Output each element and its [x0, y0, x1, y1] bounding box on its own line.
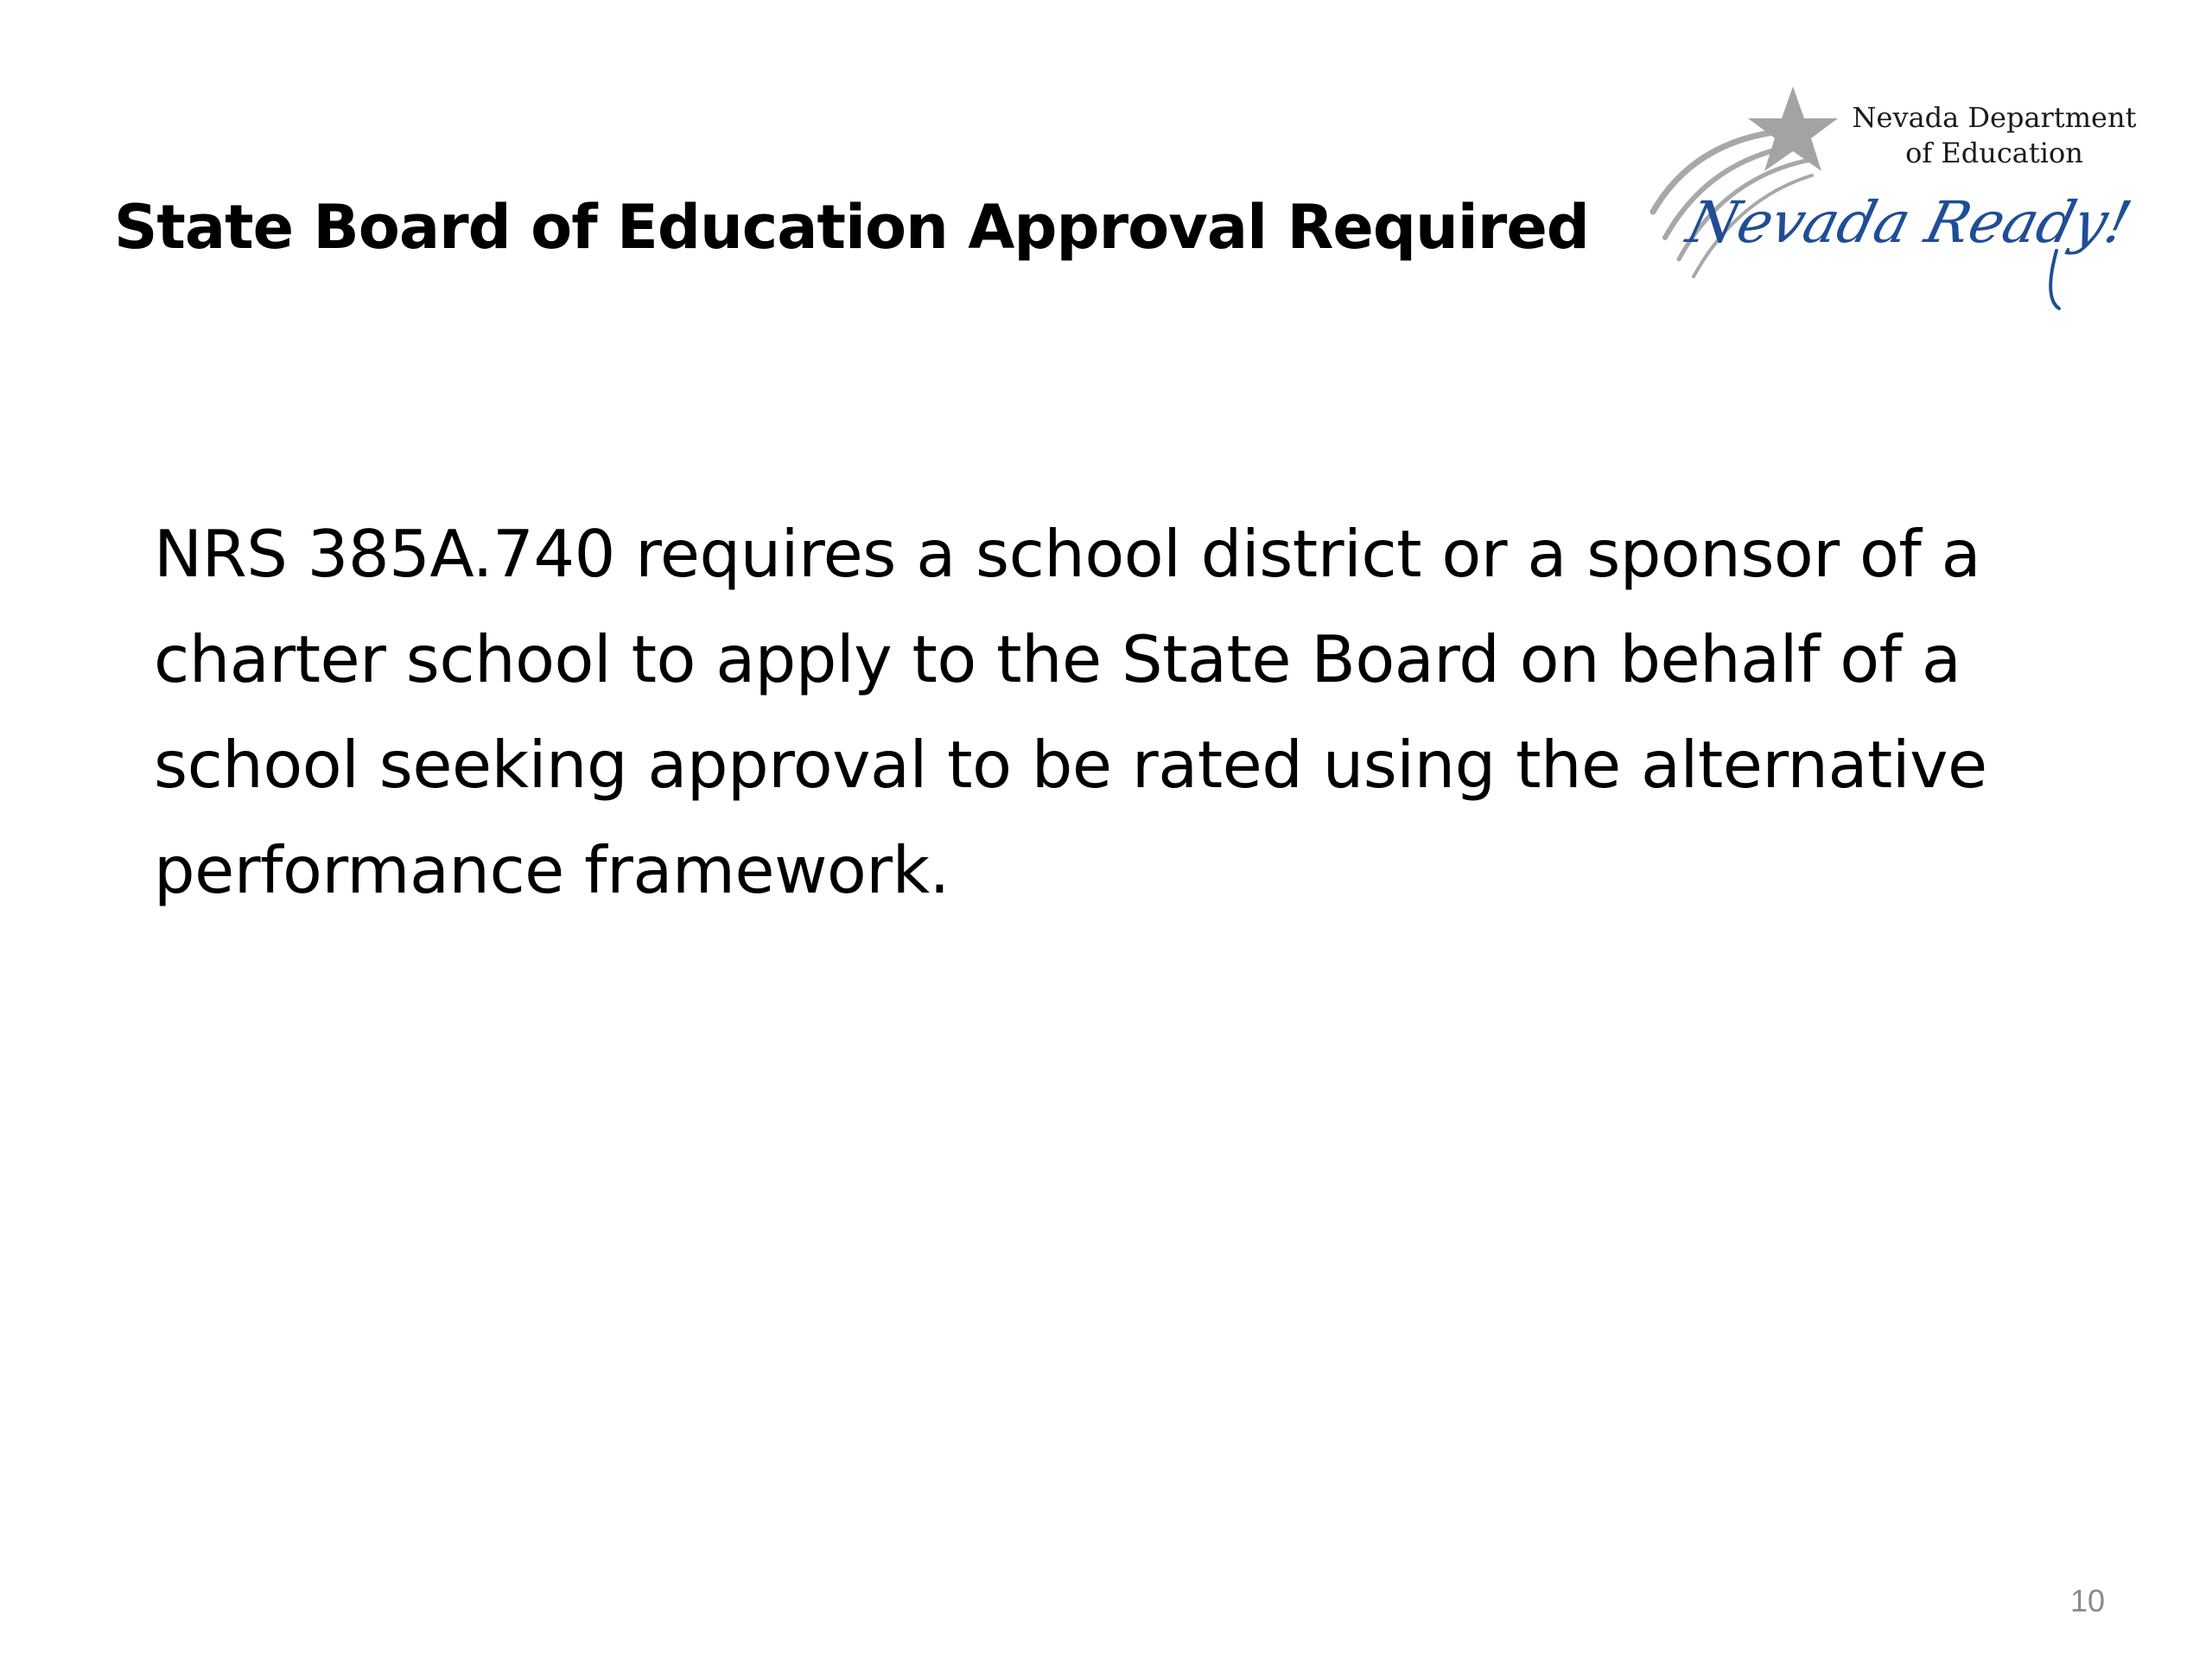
- logo-tagline: Nevada Ready!: [1680, 188, 2139, 256]
- nevada-department-of-education-logo: [1646, 82, 2173, 324]
- logo-line-2: of Education: [1905, 137, 2083, 169]
- slide-title: State Board of Education Approval Required: [114, 192, 1589, 263]
- page-number: 10: [2069, 1583, 2105, 1618]
- star-icon: [1748, 86, 1838, 171]
- body-paragraph: NRS 385A.740 requires a school district or a sponsor of a charter school to apply to the State Board on behalf of a school seeking approval to be rated using the alternative performance framework.: [154, 516, 1987, 908]
- logo-line-1: Nevada Department: [1852, 101, 2137, 134]
